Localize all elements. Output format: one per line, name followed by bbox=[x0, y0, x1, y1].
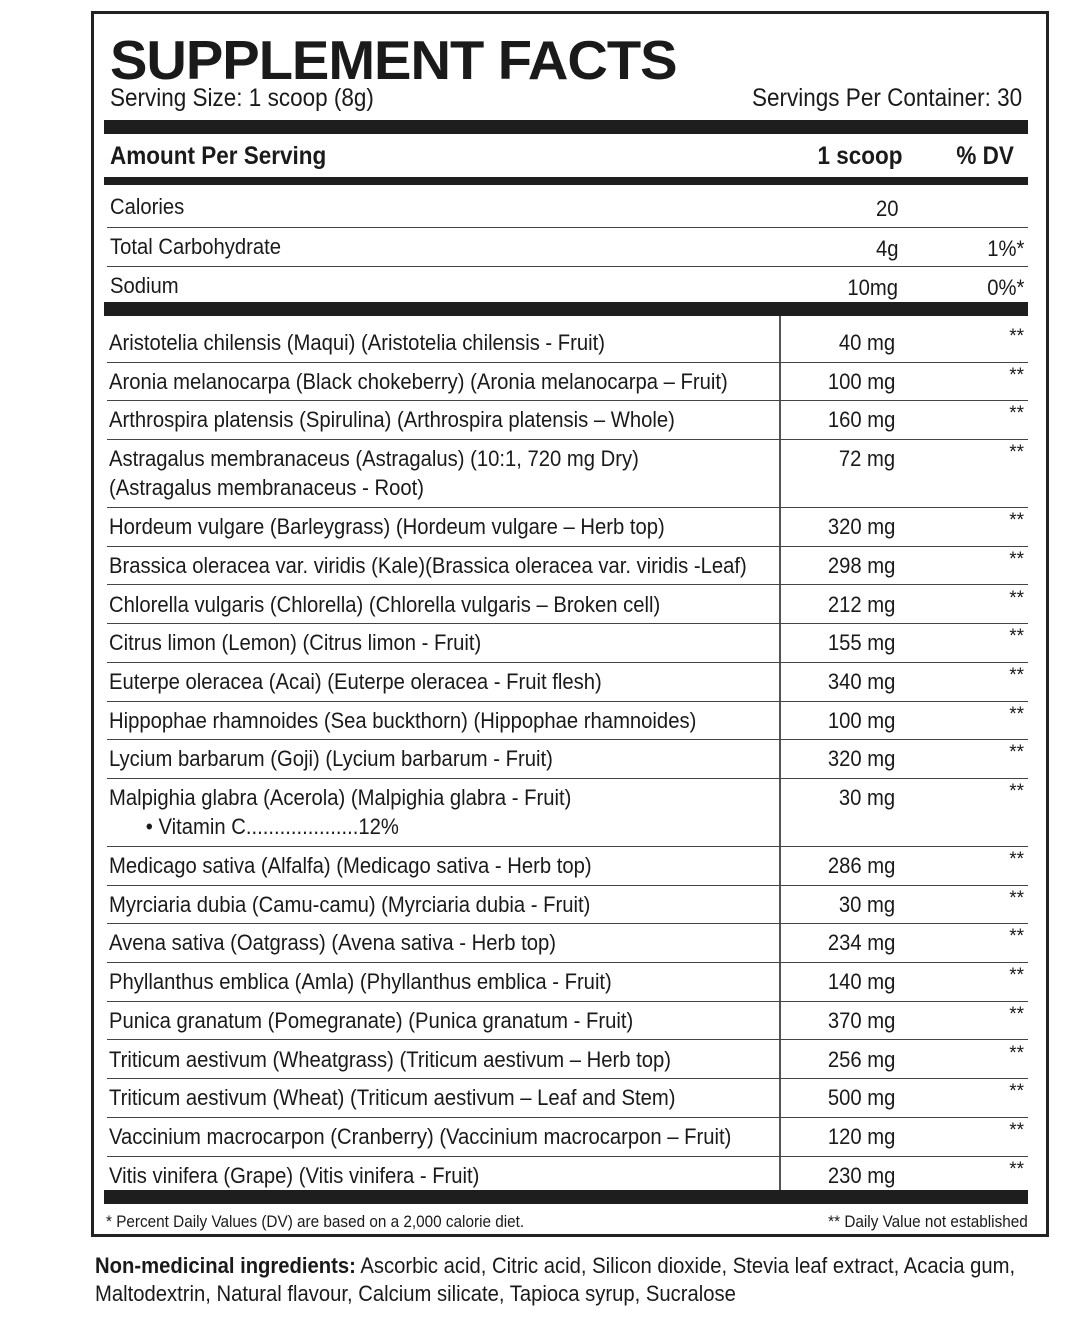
non-medicinal-text: Ascorbic acid, Citric acid, Silicon dioxide, Stevia leaf extract, Acacia gum, bbox=[355, 1253, 1016, 1278]
ingredient-amount: 40 mg bbox=[838, 330, 895, 355]
nutrient-label: Total Carbohydrate bbox=[110, 234, 282, 259]
nutrient-row bbox=[107, 267, 1028, 303]
nutrient-dv: 0%* bbox=[986, 275, 1024, 300]
ingredient-dv: ** bbox=[1009, 781, 1024, 802]
ingredient-name bbox=[109, 706, 696, 735]
ingredient-amount: 212 mg bbox=[827, 591, 895, 617]
ingredient-bullet: • Vitamin C....................12% bbox=[145, 814, 399, 839]
ingredient-dv: ** bbox=[1009, 442, 1024, 464]
non-medicinal-label: Non-medicinal ingredients: bbox=[95, 1253, 356, 1278]
ingredient-name-line: Hordeum vulgare (Barleygrass) (Hordeum vulgare – Herb top) bbox=[109, 514, 665, 540]
nutrient-dv: 1%* bbox=[986, 236, 1024, 261]
ingredient-dv: ** bbox=[1009, 1003, 1024, 1025]
ingredient-name-line: Lycium barbarum (Goji) (Lycium barbarum - Fruit) bbox=[109, 746, 553, 772]
ingredient-name-line: Hippophae rhamnoides (Sea buckthorn) (Hippophae rhamnoides) bbox=[109, 707, 697, 733]
non-medicinal-ingredients bbox=[95, 1252, 1016, 1308]
nutrient-label: Sodium bbox=[110, 273, 179, 298]
ingredient-row bbox=[107, 324, 1028, 363]
ingredient-row bbox=[107, 702, 1028, 741]
ingredient-amount: 140 mg bbox=[827, 969, 895, 995]
divider-bar bbox=[104, 1190, 1028, 1204]
ingredient-amount: 120 mg bbox=[827, 1123, 895, 1149]
ingredient-name bbox=[109, 1083, 676, 1112]
ingredient-dv: ** bbox=[1009, 664, 1024, 686]
ingredient-name-line: Medicago sativa (Alfalfa) (Medicago sativa - Herb top) bbox=[109, 853, 592, 878]
ingredient-amount: 320 mg bbox=[827, 514, 895, 540]
ingredient-name-line: Euterpe oleracea (Acai) (Euterpe oleracea - Fruit flesh) bbox=[109, 668, 602, 694]
ingredient-name-line: Citrus limon (Lemon) (Citrus limon - Fruit) bbox=[109, 630, 482, 656]
ingredient-amount: 155 mg bbox=[827, 630, 895, 656]
ingredient-amount: 72 mg bbox=[838, 446, 895, 472]
ingredient-amount: 298 mg bbox=[827, 552, 895, 578]
ingredient-amount: 286 mg bbox=[827, 853, 895, 878]
ingredient-dv: ** bbox=[1009, 965, 1024, 987]
ingredient-name bbox=[109, 967, 612, 996]
ingredient-name-line: Phyllanthus emblica (Amla) (Phyllanthus emblica - Fruit) bbox=[109, 969, 612, 995]
ingredient-row bbox=[107, 401, 1028, 440]
ingredient-dv: ** bbox=[1009, 626, 1024, 648]
ingredient-name bbox=[109, 667, 602, 696]
ingredient-name-line: Malpighia glabra (Acerola) (Malpighia glabra - Fruit) bbox=[109, 785, 572, 810]
header-dv: % DV bbox=[956, 142, 1014, 170]
serving-size: Serving Size: 1 scoop (8g) bbox=[110, 84, 374, 112]
ingredient-name bbox=[109, 551, 747, 580]
ingredient-row bbox=[107, 924, 1028, 963]
nutrient-amount: 4g bbox=[875, 236, 898, 261]
ingredient-name-line: Triticum aestivum (Wheatgrass) (Triticum aestivum – Herb top) bbox=[109, 1046, 671, 1072]
ingredient-dv: ** bbox=[1009, 926, 1024, 948]
divider-bar bbox=[104, 302, 1028, 316]
ingredient-dv: ** bbox=[1009, 1042, 1024, 1064]
ingredient-name bbox=[109, 1161, 479, 1190]
ingredient-row bbox=[107, 440, 1028, 508]
panel-title: SUPPLEMENT FACTS bbox=[110, 29, 677, 91]
column-header-row bbox=[110, 142, 1022, 176]
ingredient-dv: ** bbox=[1009, 703, 1024, 725]
ingredient-name bbox=[109, 1122, 731, 1151]
ingredient-name-line: Avena sativa (Oatgrass) (Avena sativa - Herb top) bbox=[109, 930, 556, 956]
ingredient-name-line: Punica granatum (Pomegranate) (Punica granatum - Fruit) bbox=[109, 1007, 634, 1033]
ingredient-name bbox=[109, 851, 592, 880]
ingredient-row bbox=[107, 740, 1028, 779]
ingredient-dv: ** bbox=[1009, 510, 1024, 532]
ingredient-name-line: Vaccinium macrocarpon (Cranberry) (Vaccinium macrocarpon – Fruit) bbox=[109, 1123, 732, 1149]
ingredient-amount: 320 mg bbox=[827, 746, 895, 772]
ingredient-name-line: Arthrospira platensis (Spirulina) (Arthrospira platensis – Whole) bbox=[109, 407, 675, 433]
ingredient-dv: ** bbox=[1009, 742, 1024, 764]
ingredient-row bbox=[107, 508, 1028, 547]
ingredient-name bbox=[109, 444, 639, 502]
ingredient-amount: 500 mg bbox=[827, 1085, 895, 1111]
ingredient-row bbox=[107, 547, 1028, 586]
footnote-not-established: ** Daily Value not established bbox=[828, 1212, 1028, 1231]
ingredient-name-line: Triticum aestivum (Wheat) (Triticum aestivum – Leaf and Stem) bbox=[109, 1085, 676, 1111]
ingredient-row bbox=[107, 779, 1028, 847]
ingredient-amount: 100 mg bbox=[827, 707, 895, 733]
ingredient-name bbox=[109, 367, 728, 396]
ingredient-name bbox=[109, 328, 605, 357]
header-amount-per-serving: Amount Per Serving bbox=[110, 142, 327, 170]
ingredient-name bbox=[109, 744, 553, 773]
ingredient-dv: ** bbox=[1009, 1158, 1024, 1180]
ingredient-name-line: Chlorella vulgaris (Chlorella) (Chlorella vulgaris – Broken cell) bbox=[109, 591, 661, 617]
ingredient-amount: 230 mg bbox=[827, 1162, 895, 1188]
ingredient-amount: 160 mg bbox=[827, 407, 895, 433]
non-medicinal-text-line2: Maltodextrin, Natural flavour, Calcium silicate, Tapioca syrup, Sucralose bbox=[95, 1281, 736, 1306]
servings-per-container: Servings Per Container: 30 bbox=[751, 84, 1022, 112]
ingredient-name bbox=[109, 628, 481, 657]
nutrient-amount: 10mg bbox=[847, 275, 898, 300]
header-scoop: 1 scoop bbox=[816, 142, 902, 170]
ingredient-amount: 30 mg bbox=[838, 785, 895, 810]
ingredient-dv: ** bbox=[1009, 548, 1024, 570]
ingredient-row bbox=[107, 1002, 1028, 1041]
ingredient-amount: 340 mg bbox=[827, 668, 895, 694]
ingredient-amount: 370 mg bbox=[827, 1007, 895, 1033]
ingredient-name-line: Brassica oleracea var. viridis (Kale)(Brassica oleracea var. viridis -Leaf) bbox=[109, 552, 747, 578]
ingredient-sub-line: (Astragalus membranaceus - Root) bbox=[109, 475, 424, 501]
divider-bar bbox=[104, 177, 1028, 185]
ingredient-name bbox=[109, 512, 665, 541]
ingredient-amount: 234 mg bbox=[827, 930, 895, 956]
ingredient-name-line: Vitis vinifera (Grape) (Vitis vinifera - Fruit) bbox=[109, 1162, 480, 1188]
ingredient-row bbox=[107, 963, 1028, 1002]
ingredient-name-line: Myrciaria dubia (Camu-camu) (Myrciaria dubia - Fruit) bbox=[109, 891, 591, 917]
ingredient-name bbox=[109, 1045, 671, 1074]
nutrient-label: Calories bbox=[110, 194, 185, 219]
ingredient-name bbox=[109, 928, 556, 957]
ingredient-name bbox=[109, 890, 590, 919]
ingredient-row bbox=[107, 586, 1028, 625]
ingredient-row bbox=[107, 1118, 1028, 1157]
ingredient-name bbox=[109, 405, 675, 434]
ingredient-name-line: Astragalus membranaceus (Astragalus) (10:1, 720 mg Dry) bbox=[109, 446, 639, 472]
ingredient-amount: 30 mg bbox=[838, 891, 895, 917]
ingredient-dv: ** bbox=[1009, 1119, 1024, 1141]
footnote-dv: * Percent Daily Values (DV) are based on a 2,000 calorie diet. bbox=[106, 1212, 525, 1231]
ingredient-dv: ** bbox=[1009, 587, 1024, 609]
ingredient-dv: ** bbox=[1009, 364, 1024, 386]
ingredient-dv: ** bbox=[1009, 887, 1024, 909]
ingredient-row bbox=[107, 663, 1028, 702]
ingredient-name-line: Aristotelia chilensis (Maqui) (Aristotelia chilensis - Fruit) bbox=[109, 330, 606, 355]
ingredient-row bbox=[107, 886, 1028, 925]
nutrient-row bbox=[107, 188, 1028, 228]
ingredient-name bbox=[109, 783, 571, 841]
ingredient-row bbox=[107, 363, 1028, 402]
ingredient-name bbox=[109, 1006, 633, 1035]
ingredient-dv: ** bbox=[1009, 849, 1024, 870]
ingredient-name-line: Aronia melanocarpa (Black chokeberry) (Aronia melanocarpa – Fruit) bbox=[109, 368, 728, 394]
ingredient-dv: ** bbox=[1009, 403, 1024, 425]
supplement-facts-panel bbox=[91, 11, 1049, 1237]
divider-bar bbox=[104, 120, 1028, 134]
nutrient-amount: 20 bbox=[875, 196, 898, 221]
ingredient-amount: 100 mg bbox=[827, 368, 895, 394]
ingredient-name bbox=[109, 590, 660, 619]
ingredient-dv: ** bbox=[1009, 326, 1024, 347]
ingredient-row bbox=[107, 624, 1028, 663]
ingredient-dv: ** bbox=[1009, 1081, 1024, 1103]
nutrient-row bbox=[107, 228, 1028, 267]
ingredient-row bbox=[107, 1041, 1028, 1080]
ingredient-amount: 256 mg bbox=[827, 1046, 895, 1072]
ingredient-row bbox=[107, 847, 1028, 886]
ingredient-row bbox=[107, 1079, 1028, 1118]
